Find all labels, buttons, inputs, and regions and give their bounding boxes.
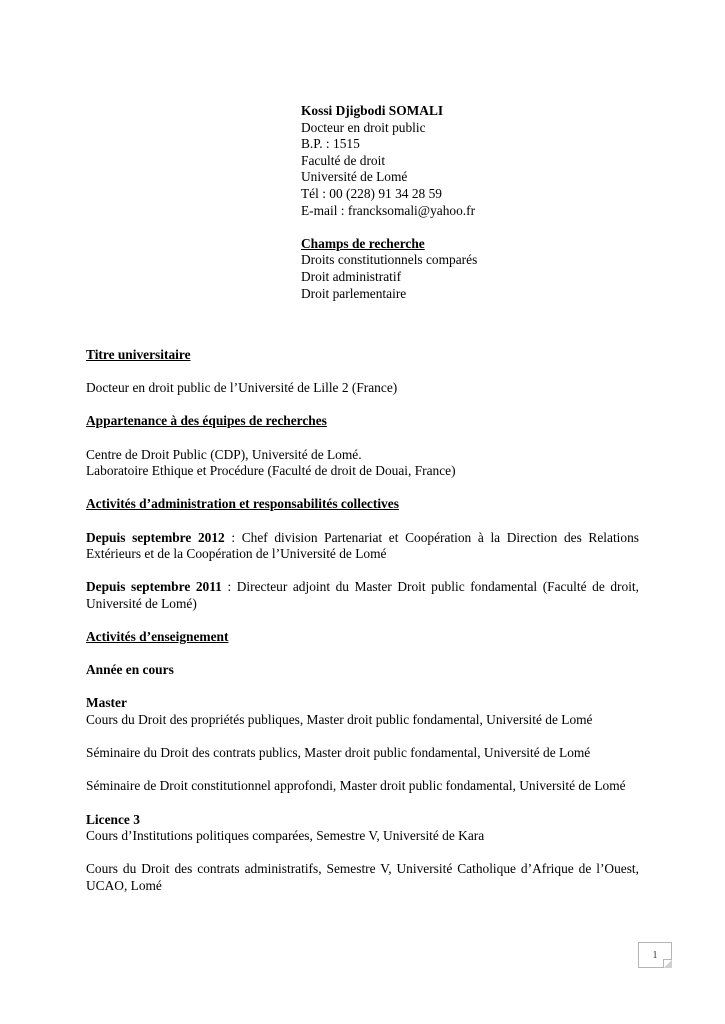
research-fields-heading: Champs de recherche bbox=[301, 235, 425, 251]
master-course: Cours du Droit des propriétés publiques, Master droit public fondamental, Université de Lomé bbox=[86, 712, 593, 728]
research-teams-heading: Appartenance à des équipes de recherches bbox=[86, 413, 327, 429]
licence-course: Cours d’Institutions politiques comparées, Semestre V, Université de Kara bbox=[86, 828, 485, 844]
faculty: Faculté de droit bbox=[301, 152, 386, 168]
page-number bbox=[638, 942, 672, 968]
author-name: Kossi Djigbodi SOMALI bbox=[301, 103, 444, 118]
research-field-item: Droit parlementaire bbox=[301, 285, 407, 301]
academic-title-heading: Titre universitaire bbox=[86, 347, 191, 362]
postal-box: B.P. : 1515 bbox=[301, 136, 360, 152]
teaching-heading: Activités d’enseignement bbox=[86, 629, 229, 645]
research-field-item: Droits constitutionnels comparés bbox=[301, 252, 478, 268]
administration-date: Depuis septembre 2011 bbox=[86, 579, 222, 595]
author-degree: Docteur en droit public bbox=[301, 119, 426, 135]
master-course: Séminaire de Droit constitutionnel approfondi, Master droit public fondamental, Université de Lomé bbox=[86, 778, 626, 794]
administration-heading: Activités d’administration et responsabilités collectives bbox=[86, 496, 399, 512]
administration-text: : Chef division Partenariat et Coopération à la Direction des Relations Extérieurs et de la Coopération de l’Université de Lomé bbox=[86, 529, 640, 562]
master-label: Master bbox=[86, 695, 127, 711]
administration-entry bbox=[86, 530, 639, 563]
page-fold-icon bbox=[663, 959, 672, 968]
research-team-item: Laboratoire Ethique et Procédure (Faculté de droit de Douai, France) bbox=[86, 463, 456, 479]
research-field-item: Droit administratif bbox=[301, 268, 402, 284]
administration-date: Depuis septembre 2012 bbox=[86, 529, 225, 545]
email: E-mail : francksomali@yahoo.fr bbox=[301, 202, 476, 218]
academic-title-text: Docteur en droit public de l’Université de Lille 2 (France) bbox=[86, 380, 398, 396]
licence-label: Licence 3 bbox=[86, 811, 140, 827]
current-year-label: Année en cours bbox=[86, 662, 174, 678]
contact-block bbox=[301, 103, 661, 302]
phone: Tél : 00 (228) 91 34 28 59 bbox=[301, 185, 442, 201]
research-team-item: Centre de Droit Public (CDP), Université de Lomé. bbox=[86, 446, 362, 462]
licence-course: Cours du Droit des contrats administratifs, Semestre V, Université Catholique d’Afrique de l’Ouest, UCAO, Lomé bbox=[86, 861, 639, 893]
master-course: Séminaire du Droit des contrats publics, Master droit public fondamental, Université de Lomé bbox=[86, 745, 591, 761]
administration-text: : Directeur adjoint du Master Droit public fondamental (Faculté de droit, Université de Lomé) bbox=[86, 579, 639, 611]
page-number-text: 1 bbox=[652, 950, 658, 961]
administration-entry bbox=[86, 579, 639, 612]
cv-body bbox=[86, 347, 639, 895]
university: Université de Lomé bbox=[301, 169, 408, 185]
